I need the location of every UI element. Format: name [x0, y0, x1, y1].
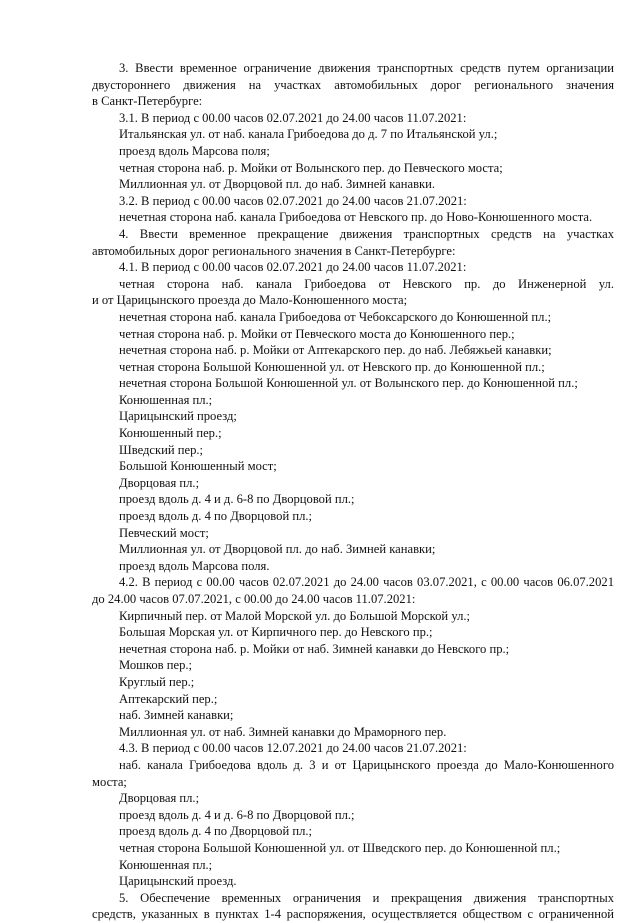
text-line: 5. Обеспечение временных ограничения и прекращения движения транспортных — [119, 890, 614, 905]
text-line: 3.1. В период с 00.00 часов 02.07.2021 до 24.00 часов 11.07.2021: — [119, 110, 467, 125]
text-line: четная сторона Большой Конюшенной ул. от Шведского пер. до Конюшенной пл.; — [119, 840, 561, 855]
text-line: 3. Ввести временное ограничение движения транспортных средств путем организации — [119, 61, 614, 75]
text-line: проезд вдоль Марсова поля; — [119, 143, 270, 158]
text-line: и от Царицынского проезда до Мало-Конюшенного моста; — [92, 293, 408, 308]
text-line: Мошков пер.; — [119, 658, 193, 673]
text-line: автомобильных дорог регионального значения в Санкт-Петербурге: — [92, 243, 456, 258]
text-line: нечетная сторона наб. р. Мойки от Аптекарского пер. до наб. Лебяжьей канавки; — [119, 343, 552, 358]
text-line: Шведский пер.; — [119, 442, 204, 457]
text-line: наб. канала Грибоедова вдоль д. 3 и от Царицынского проезда до Мало-Конюшенного — [119, 757, 614, 772]
text-line: Конюшенная пл.; — [119, 392, 213, 407]
text-line: 4.2. В период с 00.00 часов 02.07.2021 до 24.00 часов 03.07.2021, с 00.00 часов 06.07.2021 — [119, 575, 614, 590]
text-line: Итальянская ул. от наб. канала Грибоедова до д. 7 по Итальянской ул.; — [119, 127, 498, 142]
text-line: 4.1. В период с 00.00 часов 02.07.2021 до 24.00 часов 11.07.2021: — [119, 260, 467, 275]
text-line: проезд вдоль Марсова поля. — [119, 558, 270, 573]
text-line: Конюшенный пер.; — [119, 426, 222, 441]
text-line: 4.3. В период с 00.00 часов 12.07.2021 до 24.00 часов 21.07.2021: — [119, 741, 467, 756]
text-line: Круглый пер.; — [119, 674, 195, 689]
text-line: нечетная сторона наб. канала Грибоедова от Невского пр. до Ново-Конюшенного моста. — [119, 210, 593, 225]
text-line: Большая Морская ул. от Кирпичного пер. до Невского пр.; — [119, 625, 433, 640]
text-line: проезд вдоль д. 4 по Дворцовой пл.; — [119, 824, 313, 839]
text-line: Дворцовая пл.; — [119, 791, 200, 806]
text-line: средств, указанных в пунктах 1-4 распоряжения, осуществляется обществом с ограниченной — [92, 907, 614, 922]
document-page — [92, 60, 614, 923]
text-line: проезд вдоль д. 4 и д. 6-8 по Дворцовой пл.; — [119, 492, 355, 507]
text-line: Царицынский проезд; — [119, 409, 237, 424]
text-line: Конюшенная пл.; — [119, 857, 213, 872]
text-line: в Санкт-Петербурге: — [92, 94, 203, 109]
text-line: проезд вдоль д. 4 и д. 6-8 по Дворцовой пл.; — [119, 807, 355, 822]
text-line: Большой Конюшенный мост; — [119, 459, 277, 474]
text-line: нечетная сторона Большой Конюшенной ул. от Волынского пер. до Конюшенной пл.; — [119, 376, 578, 391]
text-line: Дворцовая пл.; — [119, 475, 200, 490]
text-line: Аптекарский пер.; — [119, 691, 218, 706]
text-line: Кирпичный пер. от Малой Морской ул. до Большой Морской ул.; — [119, 608, 470, 623]
text-line: четная сторона наб. р. Мойки от Певческого моста до Конюшенного пер.; — [119, 326, 515, 341]
text-line: четная сторона Большой Конюшенной ул. от Невского пр. до Конюшенной пл.; — [119, 359, 545, 374]
text-line: нечетная сторона наб. канала Грибоедова от Чебоксарского до Конюшенной пл.; — [119, 309, 552, 324]
text-line: Миллионная ул. от наб. Зимней канавки до Мраморного пер. — [119, 724, 447, 739]
text-line: до 24.00 часов 07.07.2021, с 00.00 до 24.00 часов 11.07.2021: — [92, 592, 416, 606]
text-line: двустороннего движения на участках автомобильных дорог регионального значения — [92, 77, 614, 92]
text-line: 4. Ввести временное прекращение движения транспортных средств на участках — [119, 226, 614, 241]
text-line: нечетная сторона наб. р. Мойки от наб. Зимней канавки до Невского пр.; — [119, 641, 510, 656]
text-line: четная сторона наб. канала Грибоедова от Невского пр. до Инженерной ул. — [119, 276, 614, 291]
text-line: четная сторона наб. р. Мойки от Волынского пер. до Певческого моста; — [119, 160, 503, 175]
text-line: Певческий мост; — [119, 525, 209, 540]
text-line: моста; — [92, 774, 127, 789]
text-line: Миллионная ул. от Дворцовой пл. до наб. Зимней канавки. — [119, 177, 436, 192]
text-line: 3.2. В период с 00.00 часов 02.07.2021 до 24.00 часов 21.07.2021: — [119, 193, 467, 208]
text-line: наб. Зимней канавки; — [119, 708, 234, 723]
text-line: Миллионная ул. от Дворцовой пл. до наб. Зимней канавки; — [119, 542, 436, 557]
text-line: Царицынский проезд. — [119, 874, 237, 889]
text-line: проезд вдоль д. 4 по Дворцовой пл.; — [119, 509, 313, 524]
